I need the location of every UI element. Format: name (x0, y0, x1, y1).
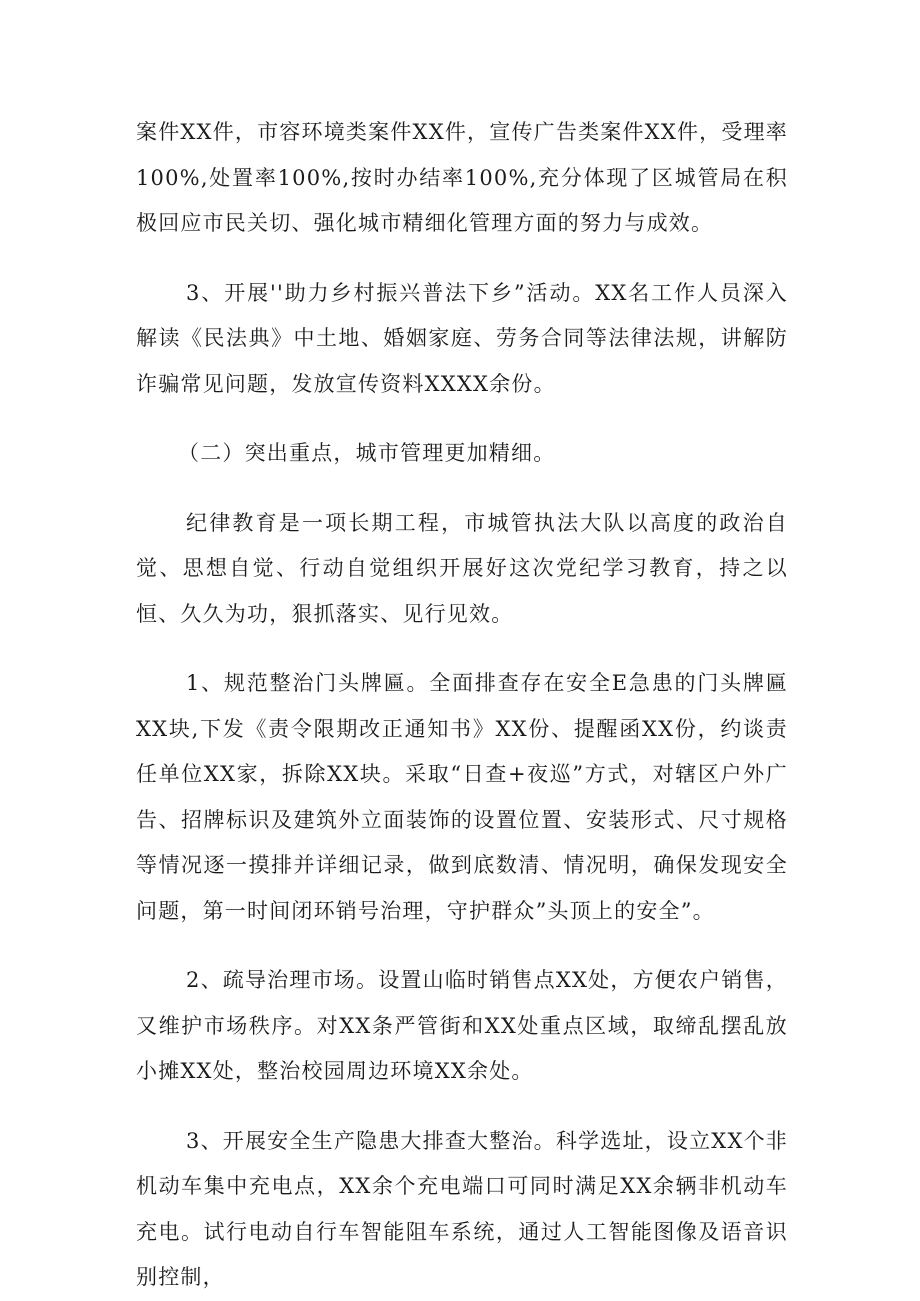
paragraph-gap (136, 1095, 788, 1119)
paragraph-gap (136, 407, 788, 431)
paragraph-case-statistics: 案件XX件，市容环境类案件XX件，宣传广告类案件XX件，受理率100%,处置率100%,按时办结率100%,充分体现了区城管局在积极回应市民关切、强化城市精细化管理方面的努力与成效。 (136, 120, 788, 235)
section-heading: （二）突出重点，城市管理更加精细。 (178, 441, 556, 465)
paragraph-market-management: 2、疏导治理市场。设置山临时销售点XX处，方便农户销售，又维护市场秩序。对XX条严管街和XX处重点区域，取缔乱摆乱放小摊XX处，整治校园周边环境XX余处。 (136, 968, 788, 1083)
document-page (136, 110, 788, 1301)
paragraph-gap (136, 934, 788, 958)
paragraph-gap (136, 247, 788, 271)
paragraph-discipline-education: 纪律教育是一项长期工程，市城管执法大队以高度的政治自觉、思想自觉、行动自觉组织开展好这次党纪学习教育，持之以恒、久久为功，狠抓落实、见行见效。 (136, 510, 788, 626)
paragraph-safety-inspection: 3、开展安全生产隐患大排查大整治。科学选址，设立XX个非机动车集中充电点，XX余个充电端口可同时满足XX余辆非机动车充电。试行电动自行车智能阻车系统，通过人工智能图像及语音识别控制， (136, 1128, 788, 1289)
paragraph-signboard-rectification: 1、规范整治门头牌匾。全面排查存在安全E急患的门头牌匾XX块,下发《责令限期改正通知书》XX份、提醒函XX份，约谈责任单位XX家，拆除XX块。采取“日查+夜巡”方式，对辖区户外广告、招牌标识及建筑外立面装饰的设置位置、安装形式、尺寸规格等情况逐一摸排并详细记录，做到底数清、情况明，确保发现安全问题，第一时间闭环销号治理，守护群众”头顶上的安全”。 (136, 671, 788, 923)
paragraph-gap (136, 477, 788, 501)
paragraph-gap (136, 637, 788, 661)
paragraph-legal-outreach: 3、开展''助力乡村振兴普法下乡”活动。XX名工作人员深入解读《民法典》中土地、婚姻家庭、劳务合同等法律法规，讲解防诈骗常见问题，发放宣传资料XXXX余份。 (136, 280, 788, 396)
